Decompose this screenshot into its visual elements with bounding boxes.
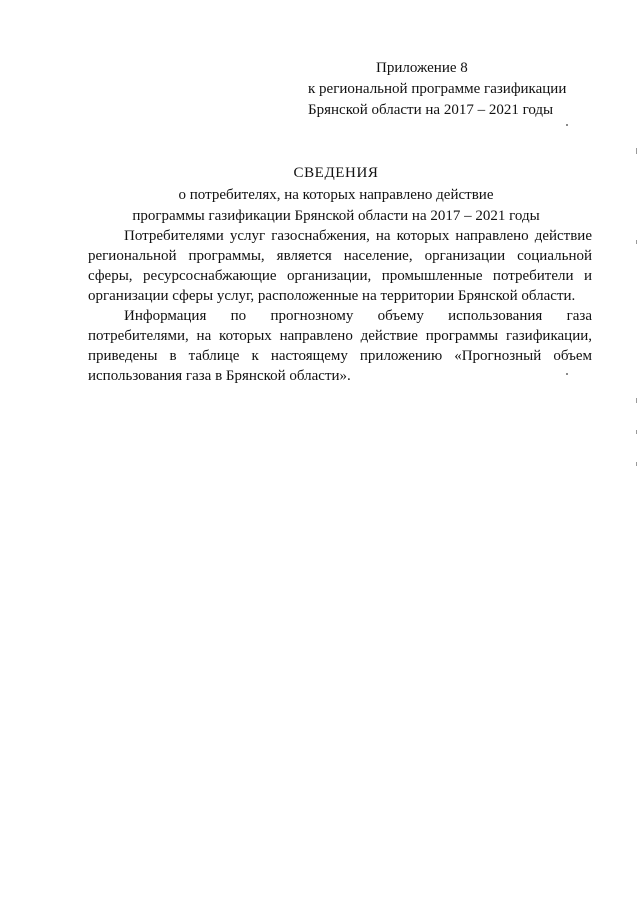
scan-edge-mark xyxy=(636,398,637,403)
paragraph-forecast-info: Информация по прогнозному объему использования газа потребителями, на которых направлено действие программы газификации, приведены в таблице к настоящему приложению «Прогнозный объем использования газа в Брянской области». xyxy=(88,308,592,384)
appendix-line-program: к региональной программе газификации xyxy=(308,81,567,97)
document-heading xyxy=(60,163,612,227)
scan-speck xyxy=(566,124,568,126)
scan-edge-mark xyxy=(636,240,637,244)
scan-edge-mark xyxy=(636,148,637,154)
heading-title: СВЕДЕНИЯ xyxy=(293,165,379,181)
document-body xyxy=(88,226,592,386)
scan-speck xyxy=(566,373,568,375)
heading-subtitle-line1: о потребителях, на которых направлено действие xyxy=(178,187,494,203)
appendix-header xyxy=(308,58,608,121)
scan-edge-mark xyxy=(636,462,637,466)
scan-edge-mark xyxy=(636,430,637,434)
paragraph-consumers: Потребителями услуг газоснабжения, на которых направлено действие региональной программы, является население, организации социальной сферы, ресурсоснабжающие организации, промышленные потребители и организации сферы услуг, расположенные на территории Брянской области. xyxy=(88,228,592,304)
heading-subtitle-line2: программы газификации Брянской области на 2017 – 2021 годы xyxy=(132,208,540,224)
appendix-line-region: Брянской области на 2017 – 2021 годы xyxy=(308,102,554,118)
appendix-title: Приложение 8 xyxy=(376,60,468,76)
